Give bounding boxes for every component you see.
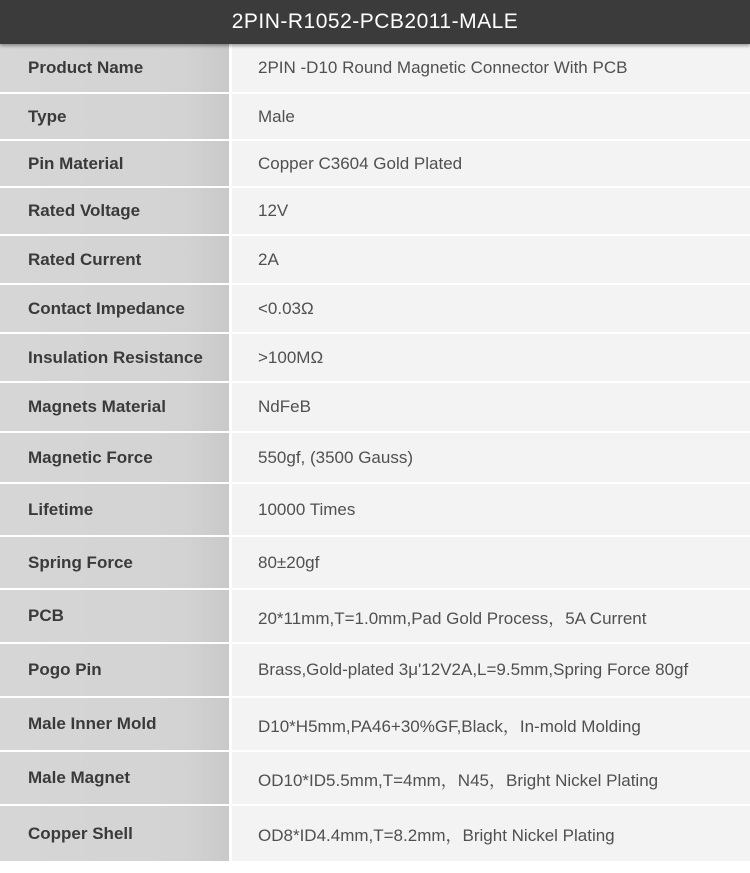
row-value: >100MΩ (232, 334, 750, 381)
table-row (0, 484, 750, 537)
table-row (0, 236, 750, 285)
row-label: Magnets Material (0, 383, 232, 431)
row-label: Male Inner Mold (0, 698, 232, 750)
row-value: 12V (232, 188, 750, 234)
spec-table (0, 44, 750, 863)
table-row (0, 383, 750, 433)
row-label: Product Name (0, 44, 232, 92)
row-value: Copper C3604 Gold Plated (232, 141, 750, 186)
row-label: Pogo Pin (0, 644, 232, 696)
row-value: Brass,Gold-plated 3μ'12V2A,L=9.5mm,Spring Force 80gf (232, 644, 750, 696)
row-value: 550gf, (3500 Gauss) (232, 433, 750, 482)
table-row (0, 94, 750, 141)
row-value: 20*11mm,T=1.0mm,Pad Gold Process，5A Current (232, 590, 750, 642)
row-label: Insulation Resistance (0, 334, 232, 381)
table-row (0, 752, 750, 806)
table-row (0, 285, 750, 334)
table-row (0, 590, 750, 644)
row-label: Pin Material (0, 141, 232, 186)
table-row (0, 644, 750, 698)
table-row (0, 806, 750, 863)
row-label: Spring Force (0, 537, 232, 588)
row-label: Copper Shell (0, 806, 232, 861)
table-row (0, 537, 750, 590)
row-label: Type (0, 94, 232, 139)
table-row (0, 433, 750, 484)
row-label: PCB (0, 590, 232, 642)
page-title: 2PIN-R1052-PCB2011-MALE (0, 0, 750, 44)
row-value: Male (232, 94, 750, 139)
row-value: 2A (232, 236, 750, 283)
row-value: NdFeB (232, 383, 750, 431)
row-value: OD10*ID5.5mm,T=4mm，N45，Bright Nickel Plating (232, 752, 750, 804)
row-label: Lifetime (0, 484, 232, 535)
row-label: Male Magnet (0, 752, 232, 804)
row-value: <0.03Ω (232, 285, 750, 332)
row-label: Rated Current (0, 236, 232, 283)
row-value: D10*H5mm,PA46+30%GF,Black，In-mold Molding (232, 698, 750, 750)
row-value: 2PIN -D10 Round Magnetic Connector With PCB (232, 44, 750, 92)
row-label: Contact Impedance (0, 285, 232, 332)
row-label: Rated Voltage (0, 188, 232, 234)
row-value: 80±20gf (232, 537, 750, 588)
table-row (0, 141, 750, 188)
table-row (0, 698, 750, 752)
table-row (0, 44, 750, 94)
table-row (0, 188, 750, 236)
row-value: 10000 Times (232, 484, 750, 535)
row-value: OD8*ID4.4mm,T=8.2mm，Bright Nickel Plating (232, 806, 750, 861)
table-row (0, 334, 750, 383)
row-label: Magnetic Force (0, 433, 232, 482)
